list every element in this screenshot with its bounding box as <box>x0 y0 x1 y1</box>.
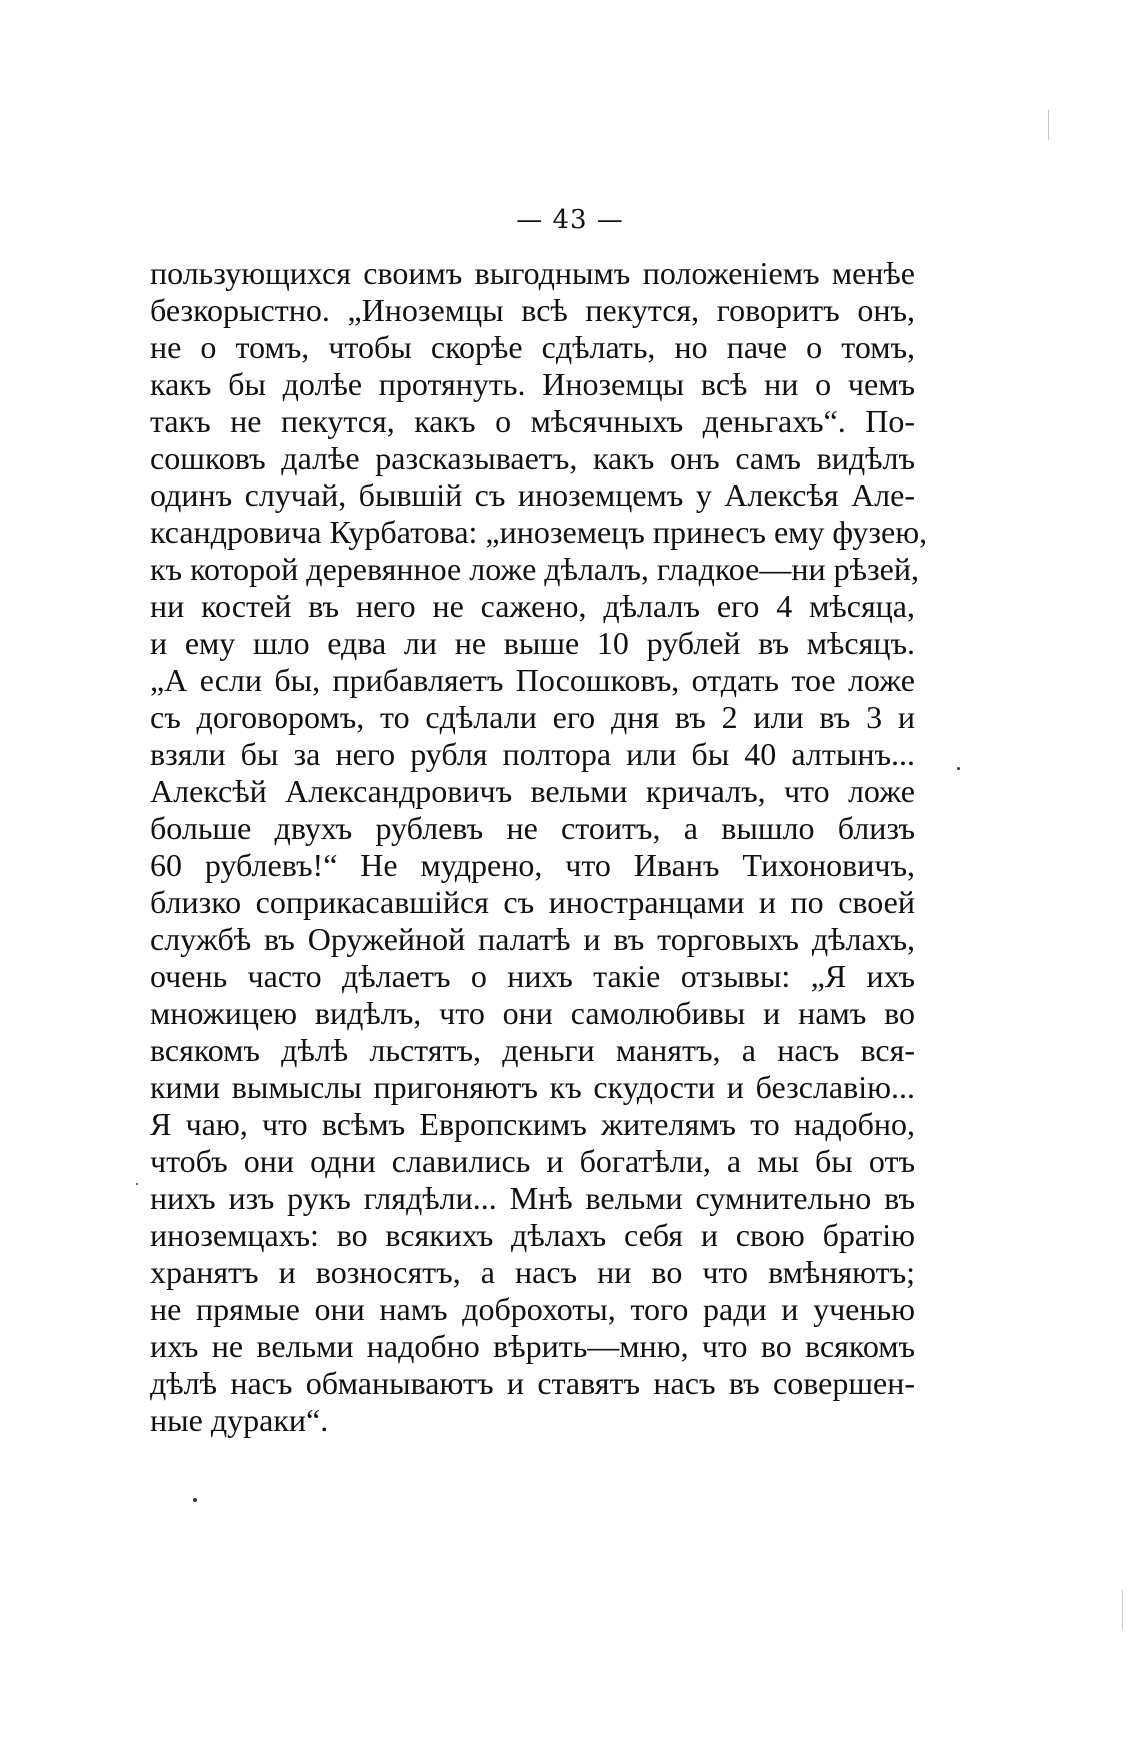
text-line: къ которой деревянное ложе дѣлалъ, гладкое—ни рѣзей, <box>150 551 919 587</box>
page-number: — 43 — <box>516 205 624 235</box>
scan-speck <box>957 767 960 770</box>
text-line: какъ бы долѣе протянуть. Иноземцы всѣ ни о чемъ <box>150 366 915 402</box>
text-line: безкорыстно. „Иноземцы всѣ пекутся, говоритъ онъ, <box>150 292 915 328</box>
text-line: нихъ изъ рукъ глядѣли... Мнѣ вельми сумнительно въ <box>150 1180 915 1216</box>
scan-speck <box>193 1498 197 1502</box>
text-line: дѣлѣ насъ обманываютъ и ставятъ насъ въ совершен- <box>150 1365 915 1401</box>
text-line: ные дураки“. <box>150 1402 329 1438</box>
text-line: близко соприкасавшійся съ иностранцами и по своей <box>150 884 915 920</box>
text-line: чтобъ они одни славились и богатѣли, а мы бы отъ <box>150 1143 915 1179</box>
text-line: и ему шло едва ли не выше 10 рублей въ мѣсяцъ. <box>150 625 915 661</box>
scan-edge-mark <box>1122 1590 1123 1630</box>
text-line: хранятъ и возносятъ, а насъ ни во что вмѣняютъ; <box>150 1254 915 1290</box>
text-line: Я чаю, что всѣмъ Европскимъ жителямъ то надобно, <box>150 1106 915 1142</box>
text-line: службѣ въ Оружейной палатѣ и въ торговыхъ дѣлахъ, <box>150 921 915 957</box>
text-line: ксандровича Курбатова: „иноземецъ принесъ ему фузею, <box>150 514 928 550</box>
body-text <box>150 255 928 1439</box>
text-line: такъ не пекутся, какъ о мѣсячныхъ деньгахъ“. По- <box>150 403 915 439</box>
text-line: Алексѣй Александровичъ вельми кричалъ, что ложе <box>150 773 915 809</box>
scan-edge-mark <box>1048 110 1049 140</box>
text-line: пользующихся своимъ выгоднымъ положеніемъ менѣе <box>150 255 915 291</box>
scan-speck <box>136 1183 138 1185</box>
text-line: очень часто дѣлаетъ о нихъ такіе отзывы: „Я ихъ <box>150 958 915 994</box>
text-line: не о томъ, чтобы скорѣе сдѣлать, но паче о томъ, <box>150 329 915 365</box>
text-line: ни костей въ него не сажено, дѣлалъ его 4 мѣсяца, <box>150 588 915 624</box>
text-line: взяли бы за него рубля полтора или бы 40 алтынъ... <box>150 736 915 772</box>
text-line: всякомъ дѣлѣ льстятъ, деньги манятъ, а насъ вся- <box>150 1032 915 1068</box>
text-line: иноземцахъ: во всякихъ дѣлахъ себя и свою братію <box>150 1217 915 1253</box>
text-line: „А если бы, прибавляетъ Посошковъ, отдать тое ложе <box>150 662 915 698</box>
text-line: 60 рублевъ!“ Не мудрено, что Иванъ Тихоновичъ, <box>150 847 915 883</box>
text-line: не прямые они намъ доброхоты, того ради и ученью <box>150 1291 915 1327</box>
text-line: сошковъ далѣе разсказываетъ, какъ онъ самъ видѣлъ <box>150 440 915 476</box>
text-line: одинъ случай, бывшій съ иноземцемъ у Алексѣя Але- <box>150 477 915 513</box>
text-line: больше двухъ рублевъ не стоитъ, а вышло близъ <box>150 810 915 846</box>
text-line: ихъ не вельми надобно вѣрить—мню, что во всякомъ <box>150 1328 915 1364</box>
text-line: кими вымыслы пригоняютъ къ скудости и безславію... <box>150 1069 915 1105</box>
text-line: съ договоромъ, то сдѣлали его дня въ 2 или въ 3 и <box>150 699 915 735</box>
text-line: множицею видѣлъ, что они самолюбивы и намъ во <box>150 995 915 1031</box>
